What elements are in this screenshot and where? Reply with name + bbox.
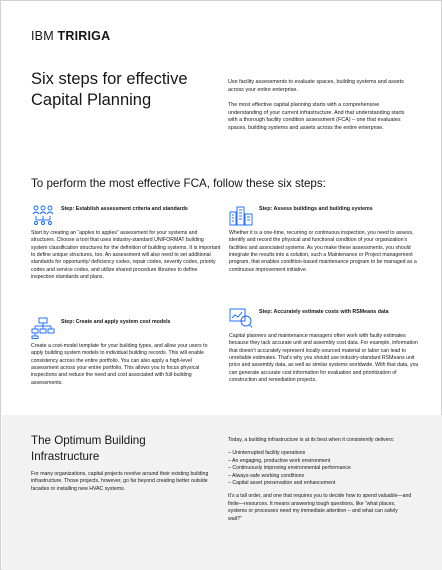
step-title: Step: Accurately estimate costs with RSMeans data <box>259 309 389 315</box>
optimum-lead: Today, a building infrastructure is at its best when it consistently delivers: <box>228 437 395 443</box>
brand-name: TRIRIGA <box>57 29 111 43</box>
list-item: – Capital asset preservation and enhancement <box>228 480 336 487</box>
people-network-icon <box>31 204 55 226</box>
optimum-closing: It’s a tall order, and one that requires you to decide how to spend valuable—and finite—resources. It means answering tough questions, like “what places, systems or processes need my immediate attention – and what can safely wait?” <box>228 493 412 522</box>
list-item: – Uninterrupted facility operations <box>228 450 306 457</box>
step-title: Step: Create and apply system cost models <box>61 319 171 325</box>
page-title: Six steps for effective Capital Planning <box>31 70 188 109</box>
optimum-list <box>228 450 413 487</box>
city-buildings-icon <box>229 204 253 226</box>
step-cost-models <box>31 317 221 387</box>
step-title: Step: Establish assessment criteria and standards <box>61 206 188 212</box>
step-assess <box>229 204 419 274</box>
intro-text <box>228 79 413 141</box>
intro-paragraph: The most effective capital planning starts with a comprehensive understanding of your current infrastructure. And that understanding starts with a thorough facility condition assessment (FCA) – one that evaluates spaces, building systems and assets across the entire enterprise. <box>228 102 405 131</box>
brand-prefix: IBM <box>31 29 54 43</box>
intro-paragraph: Use facility assessments to evaluate spaces, building systems and assets across your entire enterprise. <box>228 79 404 93</box>
list-item: – Always-safe working conditions <box>228 472 305 479</box>
step-body: Whether it is a one-time, recurring or continuous inspection, you need to assess, identify and record the physical and functional condition of your organization’s facilities and associated systems. As you make these assessments, you should integrate the results into a solution, such a Maintenance or Project management program, that enables condition-based maintenance program to be managed as a continuous improvement initiative. <box>229 230 417 273</box>
data-estimate-icon <box>229 307 253 329</box>
list-item: – Continuously improving environmental performance <box>228 465 351 472</box>
step-title: Step: Assess buildings and building systems <box>259 206 373 212</box>
step-body: Capital planners and maintenance managers often work with faulty estimates because they lack accurate unit and assembly cost data. For example, information that doesn’t accurately represent locally-sourced material or labor can lead to unreliable estimates. That’s why you should use industry-standard RSMeans unit price and assembly data, as well as similar systems worldwide. With that data, you can generate accurate cost information for evaluation and prioritization of construction and remediation projects. <box>229 333 419 384</box>
ibm-tririga-logo <box>31 29 110 43</box>
optimum-description: For many organizations, capital projects revolve around their existing building infrastructure. Those projects, however, go far beyond creating better outside facades or installing new HVAC systems. <box>31 471 209 492</box>
optimum-title: The Optimum Building Infrastructure <box>31 434 146 463</box>
step-criteria <box>31 204 221 281</box>
section-title: To perform the most effective FCA, follow these six steps: <box>31 177 326 190</box>
step-body: Create a cost-model template for your building types, and allow your users to apply building system models to individual building records. This will enable consistency across the entire portfolio. You can also apply a high-level assessment across your entire portfolio. This allows you to focus physical inspections and reduce the need and cost associated with full-building assessments. <box>31 343 208 386</box>
step-estimate <box>229 307 419 384</box>
list-item: – An engaging, productive work environment <box>228 457 331 464</box>
step-body: Start by creating an “apples to apples” assessment for your systems and structures. Choose a tool that uses industry-standard UNIFORMAT building system classification structures for the definition of building systems. It is important to define unique structures, too. An assessment will also need to set additional standards for opportunity/ deficiency codes, repair codes, severity codes, priority codes and service codes, and utilize shared procedure libraries to define inspection standards and plans. <box>31 230 221 281</box>
hierarchy-model-icon <box>31 317 55 339</box>
optimum-details <box>228 437 413 529</box>
